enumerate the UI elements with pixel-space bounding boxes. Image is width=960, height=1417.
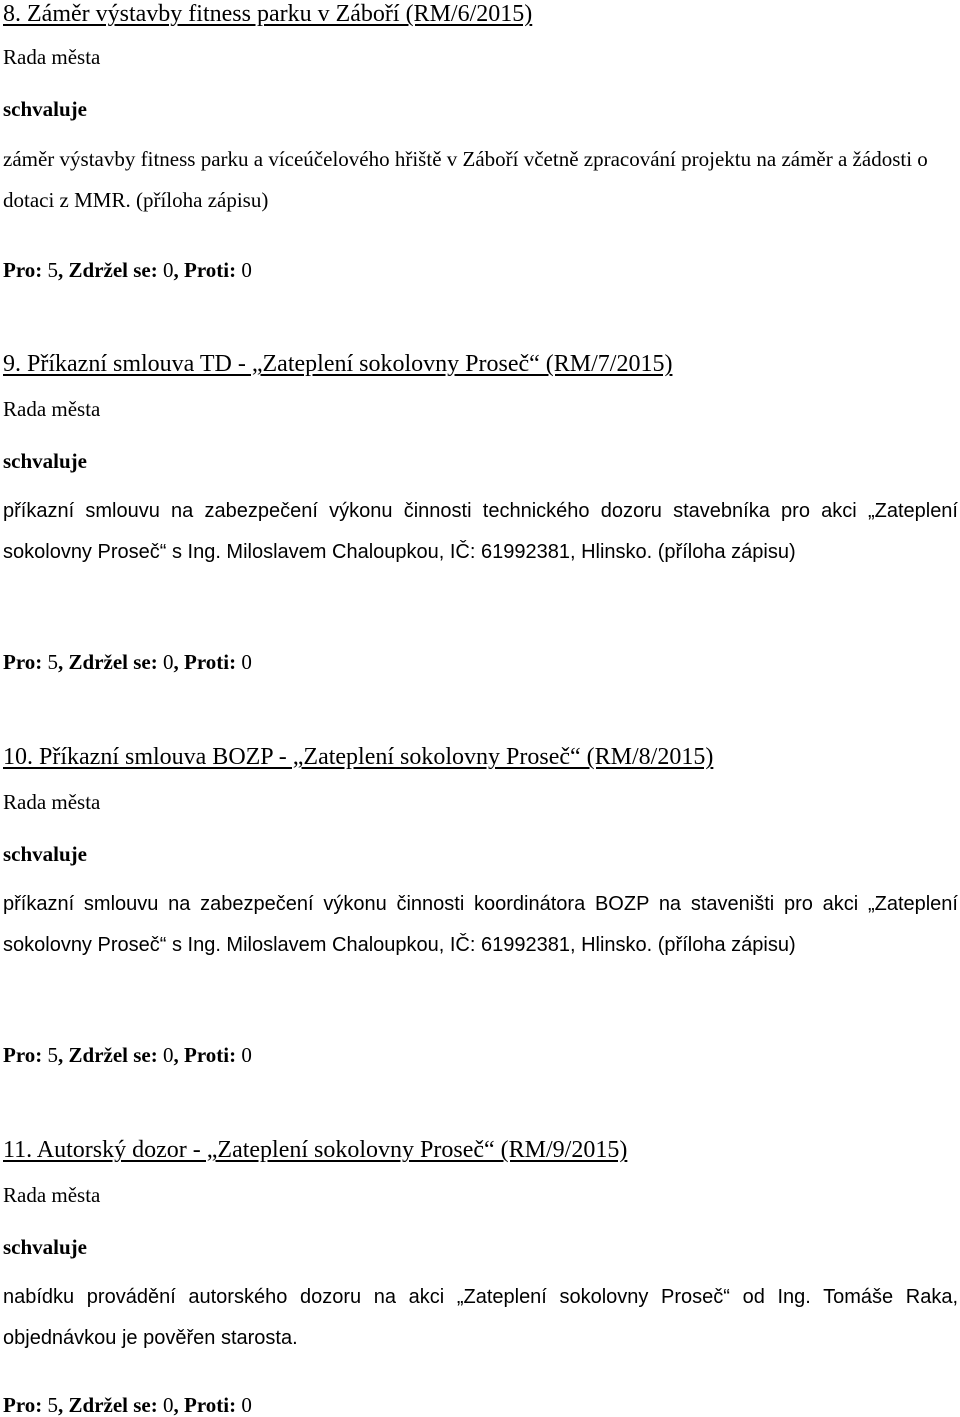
action-label: schvaluje [3,97,87,121]
resolution-section-9 [3,350,958,680]
vote-result [3,1393,252,1417]
resolution-text: nabídku provádění autorského dozoru na akci „Zateplení sokolovny Proseč“ od Ing. Tomáše Raka, objednávkou je pověřen starosta. [3,1286,958,1349]
vote-result-text: Pro: 5, Zdržel se: 0, Proti: 0 [3,258,252,282]
action-label: schvaluje [3,449,87,473]
resolution-text: příkazní smlouvu na zabezpečení výkonu činnosti technického dozoru stavebníka pro akci „Zateplení sokolovny Proseč“ s Ing. Miloslavem Chaloupkou, IČ: 61992381, Hlinsko. (příloha zápisu) [3,500,958,563]
section-heading: 9. Příkazní smlouva TD - „Zateplení sokolovny Proseč“ (RM/7/2015) [3,351,673,377]
resolution-text: záměr výstavby fitness parku a víceúčelového hřiště v Záboří včetně zpracování projektu na záměr a žádosti o dotaci z MMR. (příloha zápisu) [3,147,928,212]
vote-result [3,258,252,282]
council-label: Rada města [3,790,101,814]
action-label: schvaluje [3,842,87,866]
resolution-text: příkazní smlouvu na zabezpečení výkonu činnosti koordinátora BOZP na staveništi pro akci „Zateplení sokolovny Proseč“ s Ing. Miloslavem Chaloupkou, IČ: 61992381, Hlinsko. (příloha zápisu) [3,893,958,956]
vote-result-text: Pro: 5, Zdržel se: 0, Proti: 0 [3,650,252,674]
vote-result-text: Pro: 5, Zdržel se: 0, Proti: 0 [3,1043,252,1067]
council-label: Rada města [3,1183,101,1207]
council-label: Rada města [3,45,101,69]
section-heading: 8. Záměr výstavby fitness parku v Záboří (RM/6/2015) [3,1,533,27]
section-heading: 11. Autorský dozor - „Zateplení sokolovny Proseč“ (RM/9/2015) [3,1137,628,1163]
section-heading: 10. Příkazní smlouva BOZP - „Zateplení sokolovny Proseč“ (RM/8/2015) [3,744,714,770]
action-label: schvaluje [3,1235,87,1259]
vote-result [3,1043,252,1067]
resolution-section-11 [3,1136,958,1417]
resolution-section-8 [3,0,958,290]
resolution-section-10 [3,743,958,1073]
vote-result-text: Pro: 5, Zdržel se: 0, Proti: 0 [3,1393,252,1417]
vote-result [3,650,252,674]
council-label: Rada města [3,397,101,421]
